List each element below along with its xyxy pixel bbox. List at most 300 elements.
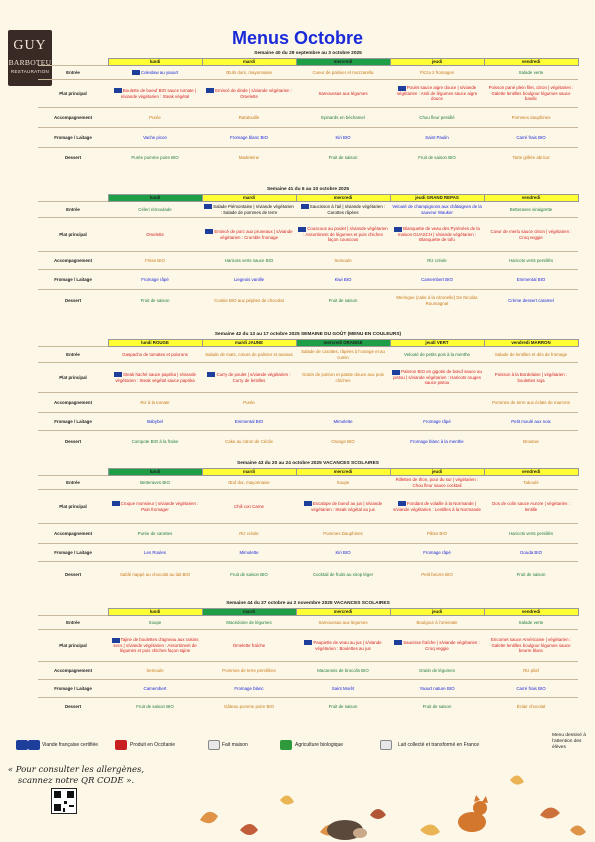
dish-text: Fondant de volaille à la Normande | s/viande végétarien : Lentilles à la Normande (393, 501, 481, 512)
menu-cell (296, 490, 390, 524)
menu-cell (390, 662, 484, 680)
menu-cell (296, 270, 390, 290)
week-block (38, 331, 578, 453)
day-header: mardi (202, 469, 296, 476)
dish-text: Crème dessert caramel (508, 298, 554, 304)
table-row (38, 290, 578, 312)
menu-cell (390, 680, 484, 698)
day-header: mercredi (296, 609, 390, 616)
dish-text: Fromage râpé (423, 549, 451, 555)
dish-text: Tarte grillée abricot (512, 155, 550, 161)
menu-cell (484, 363, 578, 393)
menu-cell (484, 698, 578, 716)
dish-text: Fromage blanc BIO (229, 134, 269, 140)
menu-cell (202, 290, 296, 312)
menu-cell (484, 252, 578, 270)
day-header: lundi (108, 609, 202, 616)
table-row (38, 218, 578, 252)
dish-text: Pommes de terre persillées (222, 667, 276, 673)
dish-text: Petit beurre BIO (421, 572, 453, 578)
eu-flag-icon-2 (28, 740, 40, 750)
header-blank (38, 195, 108, 202)
menu-cell (108, 393, 202, 413)
menu-cell (484, 413, 578, 431)
menu-cell (108, 270, 202, 290)
header-blank (38, 469, 108, 476)
day-header: mardi (202, 609, 296, 616)
day-header: mardi (202, 195, 296, 202)
menu-cell (484, 393, 578, 413)
dish-text: Kiri BIO (335, 134, 351, 140)
menu-cell (390, 630, 484, 662)
menu-cell (484, 66, 578, 80)
dish-text: Saint Paulin (425, 134, 449, 140)
dish-text: Haricots verts persillés (508, 257, 554, 263)
dish-text: Semoule (146, 667, 164, 673)
menu-cell (484, 148, 578, 168)
leaf-icon (200, 775, 586, 835)
dish-text: Boulette de boeuf BIO sauce tomate | s/viande végétarien : Steak végétal (120, 88, 197, 99)
dish-text: Velouté de champignons aux châtaignes de la sauveur Wauker (392, 204, 482, 215)
row-label: Fromage / Laitage (38, 680, 108, 698)
dish-text: Poulet sauce aigre douce | s/viande végétarien : Aïoli de légumes sauce aigre douce (396, 85, 478, 102)
table-row (38, 202, 578, 218)
dish-text: Carré frais BIO (516, 134, 546, 140)
menu-cell (202, 698, 296, 716)
cooked-icon (115, 740, 127, 750)
menu-cell (202, 630, 296, 662)
dish-text: Frites BIO (145, 257, 165, 263)
dish-text: Boulgour à l'orientale (416, 619, 458, 625)
qr-code[interactable] (51, 788, 77, 814)
hedgehog-icon (327, 820, 367, 840)
menu-cell (108, 630, 202, 662)
menu-cell (202, 524, 296, 544)
legend-homemade: Fait maison (222, 742, 248, 748)
dish-text: Pizza 3 fromages (420, 69, 454, 75)
eu-flag-icon (206, 88, 214, 93)
dish-text: Samoussas aux légumes (318, 619, 368, 625)
menu-cell (484, 490, 578, 524)
dish-text: Fruit de saison (422, 704, 452, 710)
menu-cell (484, 128, 578, 148)
dish-text: Emmental BIO (234, 418, 264, 424)
dish-text: Babybel (147, 418, 163, 424)
dish-text: Poisson à la Bordelaise | végétarien : boulettes soja (494, 372, 568, 383)
menu-cell (202, 148, 296, 168)
menu-cell (296, 80, 390, 108)
day-header: lundi (108, 59, 202, 66)
menu-cell (296, 202, 390, 218)
dish-text: Emincé de dinde | s/viande végétarien : Omelette (215, 88, 292, 99)
dish-text: Coeur de palmier et mozzarella (312, 69, 374, 75)
day-header: lundi (108, 469, 202, 476)
dish-text: Emincé de porc aux pruneaux | s/viande végétarien : Crumble fromage (214, 229, 293, 240)
eu-flag-icon (207, 372, 215, 377)
row-label: Dessert (38, 431, 108, 453)
dish-text: Cocktail de fruits au sirop léger (312, 572, 374, 578)
table-row (38, 662, 578, 680)
dish-text: Riz pilaf (523, 667, 539, 673)
menu-cell (108, 290, 202, 312)
menu-cell (484, 80, 578, 108)
menu-cell (108, 202, 202, 218)
day-header: vendredi (484, 195, 578, 202)
legend-french-meat: Viande française certifiée (42, 742, 99, 748)
menu-cell (296, 544, 390, 562)
labels-legend (10, 738, 585, 752)
menu-cell (484, 431, 578, 453)
menu-cell (108, 616, 202, 630)
row-label: Plat principal (38, 630, 108, 662)
dish-text: Salade de lentilles et dés de fromage (494, 351, 568, 357)
table-row (38, 347, 578, 363)
menu-cell (108, 680, 202, 698)
menu-cell (108, 218, 202, 252)
dish-text: Fruit de saison (328, 155, 358, 161)
menu-cell (296, 413, 390, 431)
menu-cell (296, 680, 390, 698)
menu-cell (484, 630, 578, 662)
dish-text: Emmental BIO (516, 276, 546, 282)
row-label: Fromage / Laitage (38, 544, 108, 562)
menu-cell (108, 347, 202, 363)
menu-cell (484, 524, 578, 544)
menu-cell (296, 662, 390, 680)
row-label: Fromage / Laitage (38, 128, 108, 148)
menu-cell (108, 66, 202, 80)
week-title: Semaine 43 du 20 au 24 octobre 2025 VACANCES SCOLAIRES (237, 461, 379, 466)
menu-cell (390, 562, 484, 588)
dish-text: Sablé nappé au chocolat au lait BIO (119, 572, 191, 578)
dish-text: Purée (149, 114, 161, 120)
dish-text: Carré frais BIO (516, 685, 546, 691)
menu-cell (108, 108, 202, 128)
dish-text: Salade de maïs, cœurs de palmier et ananas (205, 351, 293, 357)
menu-cell (296, 363, 390, 393)
dish-text: Riz à la tomate (140, 399, 170, 405)
menu-cell (390, 128, 484, 148)
dish-text: Pommes de terre aux éclats de marrons (491, 399, 571, 405)
dish-text: Salade verte (518, 69, 544, 75)
dish-text: Yaourt nature BIO (419, 685, 455, 691)
menu-cell (390, 347, 484, 363)
week-block (38, 50, 578, 168)
dish-text: Haricots verts persillés (508, 530, 554, 536)
dish-text: Macédoine de légumes (226, 619, 272, 625)
dish-text: Salade verte (518, 619, 544, 625)
dish-text: Éclair chocolat (516, 704, 546, 710)
dish-text: Rillettes de thon, pour du sur | végétarien : Chou fleur sauce cocktail (395, 477, 479, 488)
logo-line3: RESTAURATION (10, 69, 50, 74)
row-label: Plat principal (38, 80, 108, 108)
header-blank (38, 340, 108, 347)
menu-table (38, 194, 579, 312)
dish-text: Pâtes BIO (426, 530, 447, 536)
menu-cell (390, 290, 484, 312)
table-row (38, 108, 578, 128)
dish-text: Macaronis de brocolis BIO (317, 667, 369, 673)
menu-cell (108, 662, 202, 680)
menu-cell (484, 270, 578, 290)
menu-cell (108, 524, 202, 544)
legend-cooked: Produit en Occitanie (130, 742, 176, 748)
table-row (38, 680, 578, 698)
week-title: Semaine 44 du 27 octobre au 2 novembre 2025 VACANCES SCOLAIRES (226, 601, 390, 606)
menu-cell (390, 616, 484, 630)
menu-cell (202, 476, 296, 490)
menu-cell (108, 363, 202, 393)
menu-table (38, 58, 579, 168)
fox-icon (458, 795, 488, 832)
dish-text: Omelette (146, 231, 164, 237)
dish-text: Betteraves BIO (140, 479, 170, 485)
eu-flag-icon (304, 640, 312, 645)
dish-text: Soupe (148, 619, 162, 625)
menu-cell (296, 148, 390, 168)
menu-cell (108, 698, 202, 716)
table-row (38, 270, 578, 290)
dish-text: Encornet sauce Américaine | végétarien : Galette lentilles boulgour légumes sauce beurre blanc (491, 637, 571, 654)
menu-cell (390, 80, 484, 108)
dish-text: Purée de carottes (137, 530, 173, 536)
menu-cell (296, 66, 390, 80)
day-header: mercredi (296, 59, 390, 66)
menu-cell (484, 218, 578, 252)
dish-text: Fromage râpé (423, 418, 451, 424)
dish-text: Les Roules (144, 549, 166, 555)
menu-cell (108, 148, 202, 168)
dish-text: Gouda BIO (520, 549, 542, 555)
menu-cell (390, 148, 484, 168)
row-label: Dessert (38, 290, 108, 312)
menu-cell (296, 252, 390, 270)
menu-cell (202, 680, 296, 698)
menu-cell (202, 128, 296, 148)
menu-cell (484, 562, 578, 588)
menu-cell (296, 347, 390, 363)
menu-cell (484, 290, 578, 312)
dish-text: Brownie (523, 439, 539, 445)
dish-text: Petit moulé aux noix (511, 418, 551, 424)
menu-cell (108, 431, 202, 453)
row-label: Plat principal (38, 363, 108, 393)
day-header: vendredi (484, 469, 578, 476)
menu-cell (296, 476, 390, 490)
dish-text: Saint Morêt (331, 685, 355, 691)
dish-text: Cookie BIO aux pépites de chocolat (214, 298, 284, 304)
menu-cell (202, 413, 296, 431)
menu-cell (390, 66, 484, 80)
table-row (38, 66, 578, 80)
logo-line2: BARBOTEU (8, 58, 52, 67)
dish-text: Purée pomme poire BIO (131, 155, 179, 161)
week-block (38, 600, 578, 716)
menu-cell (296, 698, 390, 716)
menu-cell (202, 202, 296, 218)
dish-text: Gaspacho de tomates et poivrons (122, 351, 188, 357)
dish-text: Purée (243, 399, 255, 405)
row-label: Accompagnement (38, 393, 108, 413)
dish-text: Paleron BIO en gigotin de bœuf sauce au pistou | s/viande végétarien : Haricots rouges sauce pistou (393, 369, 482, 386)
menu-cell (390, 431, 484, 453)
dish-text: Fruit de saison (328, 704, 358, 710)
header-blank (38, 59, 108, 66)
dish-text: Epinards en béchamel (321, 114, 365, 120)
dish-text: Tajine de boulettes d'agneau aux raisins secs | s/viande végétarien : Assortiment de légumes et pois chiches façon tajine (113, 637, 199, 654)
dish-text: Dos de colin sauce Aurore | végétarien : lentille (492, 501, 570, 512)
menu-cell (390, 544, 484, 562)
week-title: Semaine 42 du 13 au 17 octobre 2025 SEMAINE DU GOÛT (MENU EN COULEURS) (214, 332, 402, 337)
row-label: Entrée (38, 616, 108, 630)
eu-flag-icon (301, 204, 309, 209)
dish-text: Poisson pané plein filet, citron | végétarien : Galette lentilles boulgour légumes sauce basilic (488, 85, 574, 102)
day-header: mercredi ORANGE (296, 340, 390, 347)
dish-text: Gratin de légumes (419, 667, 455, 673)
row-label: Entrée (38, 66, 108, 80)
day-header: jeudi (390, 609, 484, 616)
design-credit: Menu dessiné à l'attention des élèves (552, 733, 586, 750)
menu-cell (484, 108, 578, 128)
dish-text: Steak haché sauce paprika | s/viande végétarien : Steak végétal sauce paprika (115, 372, 196, 383)
menu-cell (296, 218, 390, 252)
menu-table (38, 339, 579, 453)
menu-cell (202, 562, 296, 588)
table-row (38, 80, 578, 108)
menu-cell (202, 393, 296, 413)
menu-cell (296, 562, 390, 588)
menu-cell (296, 128, 390, 148)
menu-cell (108, 80, 202, 108)
table-row (38, 363, 578, 393)
menu-cell (202, 662, 296, 680)
dish-text: Fromage blanc à la menthe (410, 439, 464, 445)
dish-text: Semoule (334, 257, 352, 263)
menu-cell (202, 363, 296, 393)
dish-text: Haricots verts sauce BIO (224, 257, 274, 263)
row-label: Dessert (38, 698, 108, 716)
row-label: Accompagnement (38, 524, 108, 544)
dish-text: Chou fleur persillé (419, 114, 455, 120)
menu-cell (202, 270, 296, 290)
menu-cell (202, 544, 296, 562)
menu-cell (390, 363, 484, 393)
table-row (38, 630, 578, 662)
dish-text: Fromage blanc (234, 685, 264, 691)
header-blank (38, 609, 108, 616)
menu-cell (296, 393, 390, 413)
dish-text: Fruit de saison BIO (136, 704, 174, 710)
table-row (38, 698, 578, 716)
organic-icon (280, 740, 292, 750)
dish-text: Œuf dur, mayonnaise (228, 479, 270, 485)
autumn-leaves-decoration (180, 760, 595, 842)
menu-cell (108, 252, 202, 270)
row-label: Entrée (38, 476, 108, 490)
dish-text: Œufs durs, mayonnaise (225, 69, 273, 75)
dish-text: Soupe (336, 479, 350, 485)
menu-cell (484, 680, 578, 698)
dish-text: Gratin de potiron et patate douce aux pois chiches (302, 372, 384, 383)
row-label: Accompagnement (38, 108, 108, 128)
dish-text: Escalope de boeuf au jus | s/viande végétarien : Steak végétal au jus (311, 501, 383, 512)
menu-cell (202, 80, 296, 108)
menu-cell (202, 252, 296, 270)
menu-cell (390, 218, 484, 252)
dish-text: Croque monsieur | s/viande végétarien : Pain fromager (120, 501, 199, 512)
dish-text: Paupiette de veau au jus | s/viande végétarien : Boulettes au jus (313, 640, 382, 651)
menu-cell (484, 616, 578, 630)
row-label: Fromage / Laitage (38, 413, 108, 431)
dish-text: Riz créole (427, 257, 447, 263)
legend-milk: Lait collecté et transformé en France (398, 742, 480, 748)
dish-text: Omelette fraîche (232, 642, 266, 648)
day-header: lundi ROUGE (108, 340, 202, 347)
dish-text: Curry de poulet | s/viande végétarien : Curry de lentilles (216, 372, 291, 383)
table-row (38, 544, 578, 562)
row-label: Plat principal (38, 218, 108, 252)
menu-cell (296, 290, 390, 312)
week-title: Semaine 41 du 6 au 10 octobre 2025 (266, 187, 350, 192)
menu-cell (202, 347, 296, 363)
dish-text: Kiri BIO (335, 549, 351, 555)
week-title: Semaine 40 du 29 septembre au 3 octobre 2025 (254, 51, 362, 56)
menu-cell (296, 524, 390, 544)
eu-flag-icon (204, 204, 212, 209)
dish-text: Saucisson à l'ail | s/viande végétarien : Carottes râpées (309, 204, 386, 215)
dish-text: Fruit de saison BIO (230, 572, 268, 578)
dish-text: Vache picon (143, 134, 167, 140)
dish-text: Mimolette (333, 418, 353, 424)
table-row (38, 413, 578, 431)
menu-cell (484, 662, 578, 680)
dish-text: Taboulé (523, 479, 539, 485)
menu-cell (390, 202, 484, 218)
menu-cell (202, 431, 296, 453)
menu-cell (296, 108, 390, 128)
dish-text: Betteraves vinaigrette (509, 206, 553, 212)
table-row (38, 393, 578, 413)
menu-cell (390, 393, 484, 413)
menu-cell (390, 270, 484, 290)
menu-cell (296, 431, 390, 453)
menu-cell (108, 413, 202, 431)
eu-flag-icon (112, 501, 120, 506)
page-title: Menus Octobre (231, 28, 364, 48)
menu-cell (390, 252, 484, 270)
menu-cell (296, 616, 390, 630)
eu-flag-icon (132, 70, 140, 75)
dish-text: Velouté de petits pois à la menthe (404, 351, 470, 357)
table-row (38, 148, 578, 168)
table-row (38, 616, 578, 630)
week-block (38, 460, 578, 588)
menu-cell (390, 490, 484, 524)
dish-text: Coleslaw au yaourt (140, 69, 179, 75)
menu-cell (202, 616, 296, 630)
menu-cell (390, 108, 484, 128)
dish-text: Cœur de merlu sauce citron | végétarien : Croq veggie (490, 229, 572, 240)
dish-text: Compote BIO à la fraise (131, 439, 179, 445)
menu-cell (202, 108, 296, 128)
dish-text: Fromage râpé (141, 276, 169, 282)
dish-text: Orange BIO (331, 439, 355, 445)
eu-flag-icon (394, 640, 402, 645)
dish-text: Couscous au poulet | s/viande végétarien : Assortiment de légumes et pois chiches façon couscous (303, 226, 388, 243)
row-label: Entrée (38, 347, 108, 363)
day-header: vendredi MARRON (484, 340, 578, 347)
menu-cell (202, 66, 296, 80)
